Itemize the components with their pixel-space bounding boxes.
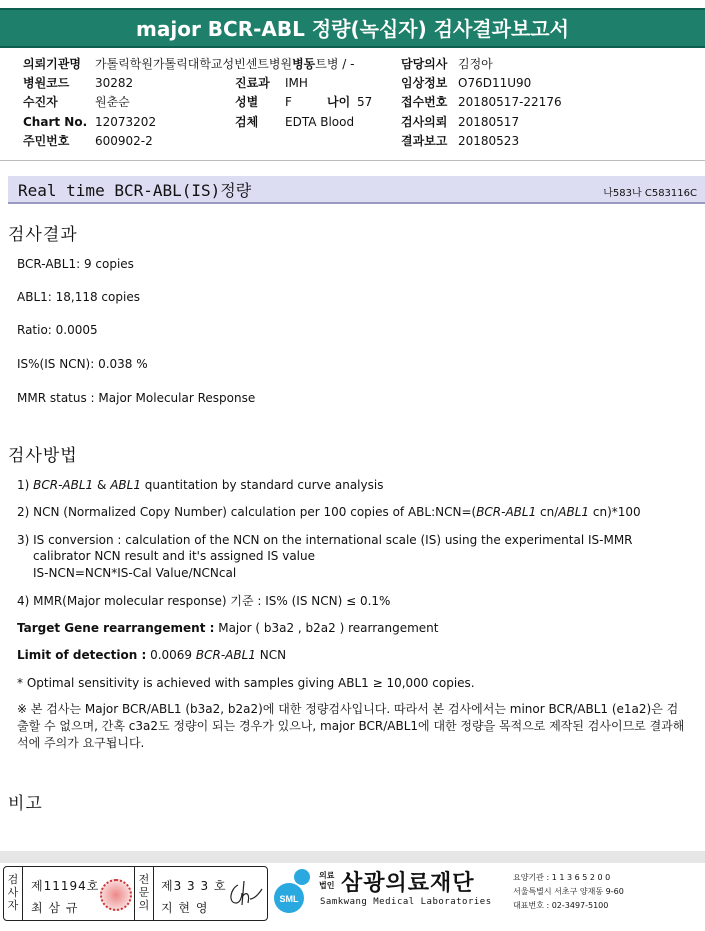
method-item-4: 4) MMR(Major molecular response) 기준 : IS% (IS NCN) ≤ 0.1%	[17, 594, 391, 608]
doctor-value: 김정아	[458, 57, 493, 71]
test-code: 나583나 C583116C	[603, 188, 697, 199]
collector-value: 원춘순	[95, 95, 130, 109]
method-item-3-line-2: calibrator NCN result and it's assigned IS value	[33, 549, 315, 563]
method-item-2	[17, 504, 641, 520]
ward-value: 트병 / -	[315, 57, 355, 71]
signature-divider-2	[134, 867, 135, 920]
header-divider	[0, 160, 705, 161]
request-value: 20180517	[458, 115, 520, 129]
method-item-1	[17, 477, 383, 493]
method-heading: 검사방법	[8, 446, 78, 466]
method-1-gene-a: BCR-ABL1	[33, 478, 94, 492]
institution-label: 의뢰기관명	[23, 57, 81, 71]
org-name: 삼광의료재단	[341, 871, 475, 896]
result-ratio: Ratio: 0.0005	[17, 323, 98, 337]
method-item-3-line-1: 3) IS conversion : calculation of the NCN on the international scale (IS) using the experimental IS-MMR	[17, 533, 633, 547]
doctor-label: 담당의사	[401, 57, 448, 71]
report-date-value: 20180523	[458, 134, 520, 148]
hospital-code-row	[23, 74, 308, 93]
specimen-value: EDTA Blood	[285, 115, 355, 129]
org-code: 요양기관 : 1 1 3 6 5 2 0 0	[513, 873, 611, 882]
hospital-code-label: 병원코드	[23, 76, 70, 90]
receipt-value: 20180517-22176	[458, 95, 562, 109]
org-type	[319, 871, 334, 891]
clinical-label: 임상정보	[401, 76, 448, 90]
examiner-seal	[100, 879, 132, 911]
examiner-number: 제11194호	[31, 879, 100, 893]
dept-value: IMH	[285, 76, 308, 90]
chart-value: 12073202	[95, 115, 157, 129]
clinical-value: O76D11U90	[458, 76, 532, 90]
logo-text: SML	[279, 894, 299, 904]
footer-band	[0, 851, 705, 863]
specimen-label: 검체	[235, 115, 259, 129]
org-phone: 대표번호 : 02-3497-5100	[513, 901, 609, 910]
lod-gene: BCR-ABL1	[195, 648, 256, 662]
org-english-name: Samkwang Medical Laboratories	[320, 897, 492, 907]
rrn-row	[23, 132, 153, 151]
rrn-label: 주민번호	[23, 134, 70, 148]
optimal-sensitivity: * Optimal sensitivity is achieved with samples giving ABL1 ≥ 10,000 copies.	[17, 676, 475, 690]
limit-of-detection	[17, 647, 286, 663]
hospital-code-value: 30282	[95, 76, 134, 90]
result-abl1: ABL1: 18,118 copies	[17, 290, 140, 304]
result-is-percent: IS%(IS NCN): 0.038 %	[17, 357, 148, 371]
result-mmr-status: MMR status : Major Molecular Response	[17, 391, 256, 405]
chart-row	[23, 113, 354, 132]
report-date-label: 결과보고	[401, 134, 448, 148]
age-value: 57	[357, 95, 373, 109]
request-row	[401, 113, 519, 132]
collector-label: 수진자	[23, 95, 58, 109]
lod-value: 0.0069	[146, 648, 196, 662]
method-2-suffix: cn)*100	[589, 505, 641, 519]
specialist-name: 지 현 영	[161, 901, 209, 915]
method-1-prefix: 1)	[17, 478, 34, 492]
target-gene-value: Major ( b3a2 , b2a2 ) rearrangement	[214, 621, 439, 635]
method-1-suffix: quantitation by standard curve analysis	[140, 478, 384, 492]
method-2-gene-a: BCR-ABL1	[476, 505, 537, 519]
method-1-mid: &	[93, 478, 111, 492]
org-type-text: 의료 법인	[319, 871, 335, 890]
result-bcr-abl1: BCR-ABL1: 9 copies	[17, 257, 134, 271]
examiner-name: 최 삼 규	[31, 901, 79, 915]
institution-value: 가톨릭학원가톨릭대학교성빈센트병원	[95, 57, 293, 71]
signature-divider-3	[153, 867, 154, 920]
sex-value: F	[285, 95, 292, 109]
method-1-gene-b: ABL1	[110, 478, 141, 492]
specialist-signature	[224, 877, 264, 911]
specialist-number: 제3 3 3 호	[161, 879, 227, 893]
remarks-heading: 비고	[8, 794, 43, 814]
signature-divider-1	[22, 867, 23, 920]
method-2-gene-b: ABL1	[558, 505, 590, 519]
ward-label: 병동	[292, 57, 316, 71]
sml-logo-icon	[272, 866, 318, 914]
doctor-row	[401, 55, 493, 74]
specialist-label-vertical: 전문의	[138, 873, 150, 912]
examiner-label-vertical: 검사자	[7, 873, 19, 912]
receipt-row	[401, 93, 562, 112]
target-gene-label: Target Gene rearrangement :	[17, 621, 215, 635]
sex-label: 성별	[235, 95, 259, 109]
method-2-prefix: 2) NCN (Normalized Copy Number) calculation per 100 copies of ABL:NCN=(	[17, 505, 477, 519]
org-address: 서울특별시 서초구 양재동 9-60	[513, 887, 624, 896]
method-item-3-line-3: IS-NCN=NCN*IS-Cal Value/NCNcal	[33, 566, 237, 580]
clinical-row	[401, 74, 531, 93]
lod-label: Limit of detection :	[17, 648, 147, 662]
dept-label: 진료과	[235, 76, 270, 90]
report-date-row	[401, 132, 519, 151]
receipt-label: 접수번호	[401, 95, 448, 109]
age-label: 나이	[327, 95, 351, 109]
method-note: ※ 본 검사는 Major BCR/ABL1 (b3a2, b2a2)에 대한 정량검사입니다. 따라서 본 검사에서는 minor BCR/ABL1 (e1a2)은 검출할 수 없으며, 간혹 c3a2도 정량이 되는 경우가 있으나, major BCR/ABL1에 대한 정량을 목적으로 제작된 검사이므로 결과해석에 주의가 요구됩니다.	[17, 702, 685, 750]
institution-row	[23, 55, 354, 74]
chart-label: Chart No.	[23, 115, 88, 129]
signature-box	[3, 866, 268, 921]
test-name: Real time BCR-ABL(IS)정량	[18, 181, 252, 200]
lod-unit: NCN	[255, 648, 287, 662]
rrn-value: 600902-2	[95, 134, 153, 148]
test-name-bar	[8, 176, 705, 204]
request-label: 검사의뢰	[401, 115, 448, 129]
report-title: major BCR-ABL 정량(녹십자) 검사결과보고서	[0, 8, 705, 48]
method-2-mid: cn/	[536, 505, 559, 519]
results-heading: 검사결과	[8, 225, 78, 245]
collector-row	[23, 93, 372, 112]
target-gene	[17, 620, 439, 636]
